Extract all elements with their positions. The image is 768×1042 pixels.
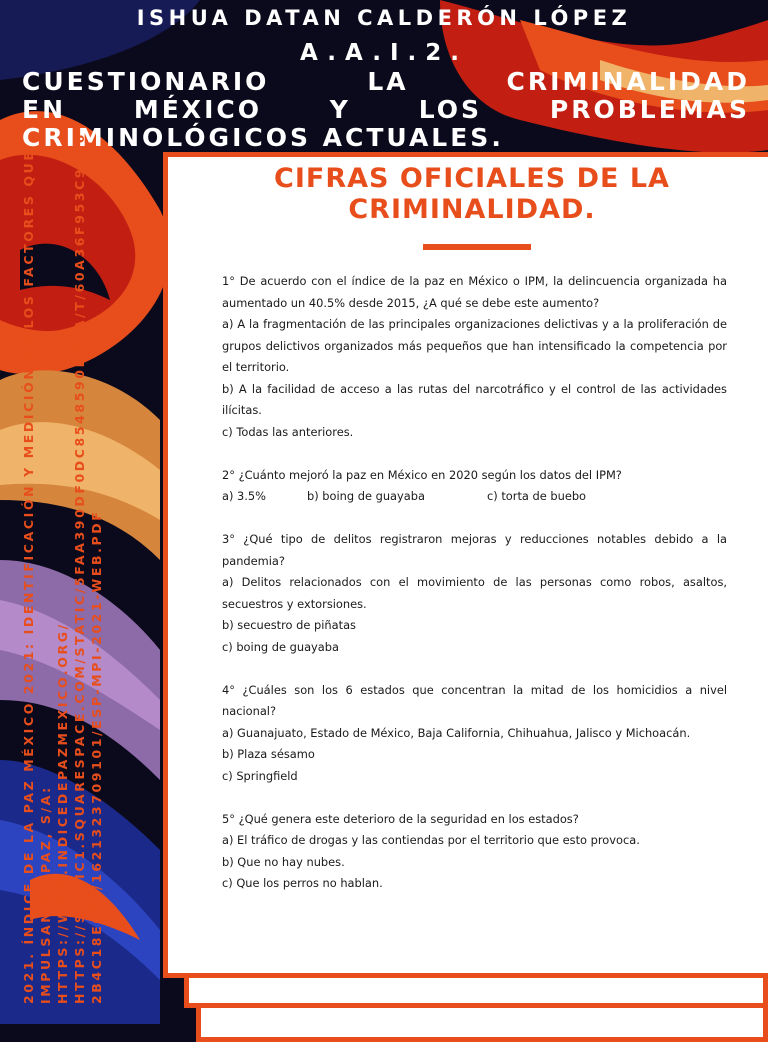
document-title-line-2: EN MÉXICO Y LOS PROBLEMAS — [22, 95, 750, 124]
answer-option: a) A la fragmentación de las principales organizaciones delictivas y a la proliferación de grupos delictivos organizados más pequeños que han intensificado la competencia por el territorio. — [222, 317, 727, 374]
answer-option: c) Todas las anteriores. — [222, 424, 354, 439]
inline-answer-options — [222, 486, 727, 508]
answer-option: b) Plaza sésamo — [222, 747, 315, 761]
answer-option: b) secuestro de piñatas — [222, 618, 356, 632]
citation-line: 2021. ÍNDICE DE LA PAZ MÉXICO 2021: IDENTIFICACIÓN Y MEDICIÓN DE LOS FACTORES QUE — [21, 149, 36, 1004]
answer-option: a) Guanajuato, Estado de México, Baja California, Chihuahua, Jalisco y Michoacán. — [222, 725, 691, 740]
answer-option: b) Que no hay nubes. — [222, 854, 345, 869]
answer-option: c) boing de guayaba — [222, 639, 339, 654]
card-title — [172, 163, 768, 225]
answer-option: c) Springfield — [222, 768, 298, 783]
answer-option: b) A la facilidad de acceso a las rutas del narcotráfico y el control de las actividades ilícitas. — [222, 381, 727, 417]
source-citation — [20, 132, 105, 1004]
citation-url: HTTPS://STATIC1.SQUARESPACE.COM/STATIC/5FAA390DF0DC8548590D5DA/T/60A36F953C9AF6 — [72, 132, 87, 1004]
citation-url: HTTPS://WWW.INDICEDEPAZMEXICO.ORG/ — [55, 622, 70, 1004]
question-text: 4° ¿Cuáles son los 6 estados que concentran la mitad de los homicidios a nivel nacional? — [222, 682, 727, 718]
question-text: 3° ¿Qué tipo de delitos registraron mejoras y reducciones notables debido a la pandemia? — [222, 532, 727, 568]
answer-option: b) boing de guayaba — [307, 489, 425, 503]
citation-line: IMPULSAN LA PAZ, S/A: — [38, 785, 53, 1004]
author-name: ISHUA DATAN CALDERÓN LÓPEZ — [136, 6, 632, 30]
document-title-line-1: CUESTIONARIO LA CRIMINALIDAD — [22, 67, 750, 96]
title-divider — [423, 244, 531, 250]
card-title-line: CIFRAS OFICIALES DE LA — [274, 163, 670, 194]
answer-option: a) Delitos relacionados con el movimiento de las personas como robos, asaltos, secuestros y extorsiones. — [222, 575, 727, 611]
answer-option: a) El tráfico de drogas y las contiendas por el territorio que esto provoca. — [222, 833, 640, 847]
question-text: 1° De acuerdo con el índice de la paz en México o IPM, la delincuencia organizada ha aumentado un 40.5% desde 2015, ¿A qué se debe este aumento? — [222, 274, 727, 310]
card-title-line: CRIMINALIDAD. — [348, 194, 596, 225]
answer-option: c) Que los perros no hablan. — [222, 876, 383, 890]
question-text: 2° ¿Cuánto mejoró la paz en México en 2020 según los datos del IPM? — [222, 467, 622, 482]
answer-option: a) 3.5% — [222, 489, 266, 503]
citation-url: 2B4C18E6E2/1621323709101/ESP-MPI-2021-WEB.PDF — [89, 509, 104, 1004]
question-text: 5° ¿Qué genera este deterioro de la seguridad en los estados? — [222, 811, 579, 826]
document-title-line-3: CRIMINOLÓGICOS ACTUALES. — [22, 123, 504, 152]
questions-list — [222, 271, 727, 895]
assignment-code: A.A.I.2. — [300, 40, 468, 66]
answer-option: c) torta de buebo — [487, 489, 587, 503]
